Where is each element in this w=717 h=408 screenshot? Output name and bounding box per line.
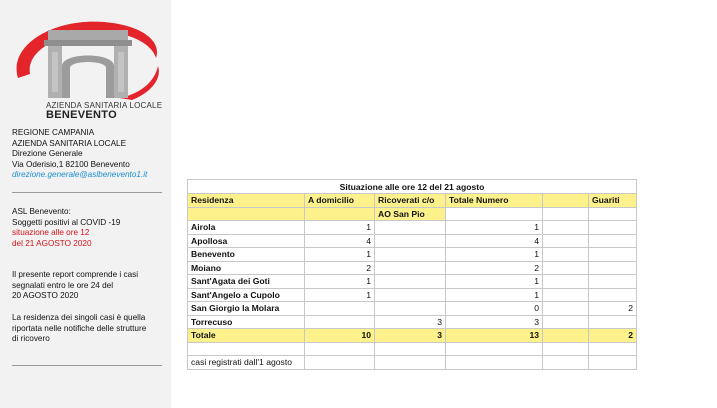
row-guariti: [589, 248, 637, 262]
header-ricoverati-2: AO San Pio: [375, 207, 446, 221]
row-domicilio: 1: [305, 288, 375, 302]
logo-text-line1: AZIENDA SANITARIA LOCALE: [46, 101, 163, 110]
residence-note: [12, 313, 146, 345]
empty-cell: [305, 342, 375, 356]
empty-cell: [375, 356, 446, 370]
org-address: Via Oderisio,1 82100 Benevento: [12, 159, 130, 169]
empty-cell: [589, 342, 637, 356]
empty-cell: [188, 342, 305, 356]
footnote-row: [188, 356, 637, 370]
total-ricoverati: 3: [375, 329, 446, 343]
row-totale: 3: [446, 315, 543, 329]
note-line: 20 AGOSTO 2020: [12, 291, 79, 300]
report-line3: situazione alle ore 12: [12, 228, 90, 237]
header-totale: Totale Numero: [446, 194, 543, 208]
divider: [12, 192, 162, 193]
total-row: [188, 329, 637, 343]
row-totale: 1: [446, 248, 543, 262]
header-empty: [543, 194, 589, 208]
empty-cell: [446, 356, 543, 370]
table-title: Situazione alle ore 12 del 21 agosto: [188, 180, 637, 194]
row-ricoverati: [375, 248, 446, 262]
note-line: segnalati entro le ore 24 del: [12, 280, 114, 290]
row-domicilio: [305, 315, 375, 329]
row-guariti: [589, 315, 637, 329]
row-totale: 2: [446, 261, 543, 275]
sidebar: [0, 0, 171, 408]
report-info: [12, 207, 120, 249]
row-empty: [543, 288, 589, 302]
table-row: [188, 275, 637, 289]
row-guariti: [589, 221, 637, 235]
empty-cell: [543, 342, 589, 356]
asl-logo: [12, 8, 162, 120]
row-domicilio: 1: [305, 275, 375, 289]
header-empty: [305, 207, 375, 221]
row-residenza: Moiano: [188, 261, 305, 275]
org-email-link[interactable]: direzione.generale@aslbenevento1.it: [12, 170, 148, 179]
row-ricoverati: [375, 302, 446, 316]
org-name: AZIENDA SANITARIA LOCALE: [12, 138, 127, 148]
row-guariti: [589, 288, 637, 302]
row-domicilio: [305, 302, 375, 316]
report-note: [12, 270, 138, 302]
total-domicilio: 10: [305, 329, 375, 343]
table-row: [188, 302, 637, 316]
empty-cell: [589, 356, 637, 370]
row-ricoverati: [375, 261, 446, 275]
row-empty: [543, 248, 589, 262]
row-totale: 1: [446, 221, 543, 235]
row-residenza: Torrecuso: [188, 315, 305, 329]
note-line: di ricovero: [12, 334, 50, 343]
logo-text-line2: BENEVENTO: [46, 109, 117, 121]
report-line4: del 21 AGOSTO 2020: [12, 238, 92, 248]
row-residenza: San Giorgio la Molara: [188, 302, 305, 316]
table-row: [188, 221, 637, 235]
total-totale: 13: [446, 329, 543, 343]
row-guariti: [589, 275, 637, 289]
table-header-row-2: [188, 207, 637, 221]
row-domicilio: 1: [305, 221, 375, 235]
row-totale: 1: [446, 288, 543, 302]
row-guariti: [589, 234, 637, 248]
header-domicilio: A domicilio: [305, 194, 375, 208]
table-header-row: [188, 194, 637, 208]
header-empty: [446, 207, 543, 221]
total-label: Totale: [188, 329, 305, 343]
spacer-row: [188, 342, 637, 356]
row-empty: [543, 221, 589, 235]
row-ricoverati: [375, 288, 446, 302]
row-residenza: Apollosa: [188, 234, 305, 248]
row-totale: 4: [446, 234, 543, 248]
total-guariti: 2: [589, 329, 637, 343]
covid-cases-table: [187, 179, 637, 370]
row-ricoverati: 3: [375, 315, 446, 329]
row-totale: 0: [446, 302, 543, 316]
row-residenza: Benevento: [188, 248, 305, 262]
row-empty: [543, 261, 589, 275]
table-row: [188, 315, 637, 329]
row-empty: [543, 275, 589, 289]
header-guariti: Guariti: [589, 194, 637, 208]
header-ricoverati: Ricoverati c/o: [375, 194, 446, 208]
header-empty: [188, 207, 305, 221]
row-ricoverati: [375, 275, 446, 289]
divider: [12, 365, 162, 366]
report-line2: Soggetti positivi al COVID -19: [12, 217, 121, 227]
total-empty: [543, 329, 589, 343]
note-line: riportata nelle notifiche delle strutture: [12, 323, 147, 333]
row-ricoverati: [375, 234, 446, 248]
table-row: [188, 288, 637, 302]
empty-cell: [543, 356, 589, 370]
row-residenza: Sant'Agata dei Goti: [188, 275, 305, 289]
header-empty: [543, 207, 589, 221]
row-guariti: [589, 261, 637, 275]
org-info: [12, 128, 147, 181]
row-empty: [543, 234, 589, 248]
header-residenza: Residenza: [188, 194, 305, 208]
footnote: casi registrati dall'1 agosto: [188, 356, 305, 370]
org-department: Direzione Generale: [12, 149, 83, 158]
note-line: La residenza dei singoli casi è quella: [12, 313, 146, 322]
table-row: [188, 261, 637, 275]
empty-cell: [375, 342, 446, 356]
header-empty: [589, 207, 637, 221]
row-residenza: Airola: [188, 221, 305, 235]
empty-cell: [446, 342, 543, 356]
org-region: REGIONE CAMPANIA: [12, 128, 95, 137]
table-row: [188, 234, 637, 248]
row-guariti: 2: [589, 302, 637, 316]
note-line: Il presente report comprende i casi: [12, 270, 139, 279]
row-domicilio: 4: [305, 234, 375, 248]
row-empty: [543, 302, 589, 316]
row-residenza: Sant'Angelo a Cupolo: [188, 288, 305, 302]
row-domicilio: 2: [305, 261, 375, 275]
table-row: [188, 248, 637, 262]
row-ricoverati: [375, 221, 446, 235]
empty-cell: [305, 356, 375, 370]
row-empty: [543, 315, 589, 329]
report-line1: ASL Benevento:: [12, 207, 71, 216]
row-totale: 1: [446, 275, 543, 289]
row-domicilio: 1: [305, 248, 375, 262]
